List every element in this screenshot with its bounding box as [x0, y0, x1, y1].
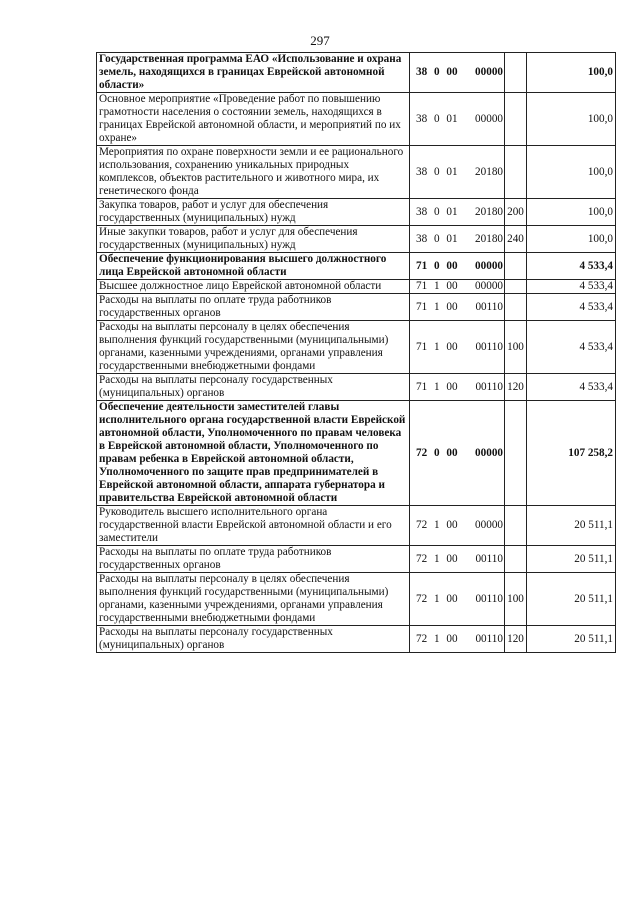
row-subcode: 00110 — [464, 321, 505, 374]
row-subcode: 00000 — [464, 506, 505, 546]
row-expense-type: 120 — [505, 374, 527, 401]
table-row — [97, 573, 616, 626]
row-name: Государственная программа ЕАО «Использование и охрана земель, находящихся в границах Еврейской автономной области» — [97, 53, 410, 93]
row-amount: 20 511,1 — [527, 506, 616, 546]
row-code: 38 0 00 — [410, 53, 464, 93]
row-code: 72 1 00 — [410, 626, 464, 653]
table-row — [97, 294, 616, 321]
row-subcode: 00110 — [464, 294, 505, 321]
table-body — [97, 53, 616, 653]
row-name: Иные закупки товаров, работ и услуг для обеспечения государственных (муниципальных) нужд — [97, 226, 410, 253]
row-code: 71 1 00 — [410, 321, 464, 374]
row-amount: 4 533,4 — [527, 294, 616, 321]
row-code: 71 1 00 — [410, 294, 464, 321]
row-code: 38 0 01 — [410, 146, 464, 199]
row-expense-type — [505, 93, 527, 146]
table-row — [97, 401, 616, 506]
row-code: 71 1 00 — [410, 280, 464, 294]
row-name: Расходы на выплаты по оплате труда работников государственных органов — [97, 294, 410, 321]
table-row — [97, 546, 616, 573]
row-subcode: 00110 — [464, 546, 505, 573]
row-amount: 4 533,4 — [527, 253, 616, 280]
row-name: Мероприятия по охране поверхности земли и ее рационального использования, сохранению уникальных природных комплексов, объектов растительного и животного мира, их генетического фонда — [97, 146, 410, 199]
row-amount: 4 533,4 — [527, 374, 616, 401]
row-code: 71 0 00 — [410, 253, 464, 280]
row-name: Обеспечение функционирования высшего должностного лица Еврейской автономной области — [97, 253, 410, 280]
table-row — [97, 146, 616, 199]
row-code: 72 0 00 — [410, 401, 464, 506]
row-code: 72 1 00 — [410, 506, 464, 546]
table-row — [97, 626, 616, 653]
table-row — [97, 374, 616, 401]
table-row — [97, 253, 616, 280]
row-subcode: 00110 — [464, 573, 505, 626]
row-name: Расходы на выплаты персоналу в целях обеспечения выполнения функций государственными (муниципальными) органами, казенными учреждениями, органами управления государственными внебюджетными фондами — [97, 573, 410, 626]
row-expense-type — [505, 546, 527, 573]
row-expense-type — [505, 280, 527, 294]
row-expense-type: 200 — [505, 199, 527, 226]
row-expense-type — [505, 253, 527, 280]
row-subcode: 00000 — [464, 253, 505, 280]
row-code: 38 0 01 — [410, 199, 464, 226]
row-name: Закупка товаров, работ и услуг для обеспечения государственных (муниципальных) нужд — [97, 199, 410, 226]
row-name: Расходы на выплаты по оплате труда работников государственных органов — [97, 546, 410, 573]
page-number: 297 — [310, 33, 330, 48]
row-expense-type — [505, 506, 527, 546]
row-amount: 20 511,1 — [527, 573, 616, 626]
row-subcode: 20180 — [464, 226, 505, 253]
row-name: Основное мероприятие «Проведение работ по повышению грамотности населения о состоянии земель, находящихся в границах Еврейской автономной области, и мероприятий по их охране» — [97, 93, 410, 146]
row-expense-type: 100 — [505, 573, 527, 626]
row-expense-type: 240 — [505, 226, 527, 253]
row-amount: 4 533,4 — [527, 321, 616, 374]
row-amount: 100,0 — [527, 53, 616, 93]
row-amount: 107 258,2 — [527, 401, 616, 506]
table-row — [97, 280, 616, 294]
row-subcode: 00110 — [464, 374, 505, 401]
row-subcode: 20180 — [464, 146, 505, 199]
row-name: Расходы на выплаты персоналу государственных (муниципальных) органов — [97, 626, 410, 653]
row-code: 38 0 01 — [410, 226, 464, 253]
row-amount: 100,0 — [527, 226, 616, 253]
row-subcode: 00110 — [464, 626, 505, 653]
row-amount: 100,0 — [527, 146, 616, 199]
table-row — [97, 321, 616, 374]
row-subcode: 20180 — [464, 199, 505, 226]
table-row — [97, 506, 616, 546]
table-row — [97, 226, 616, 253]
row-expense-type — [505, 294, 527, 321]
row-amount: 20 511,1 — [527, 626, 616, 653]
row-name: Высшее должностное лицо Еврейской автономной области — [97, 280, 410, 294]
row-expense-type: 100 — [505, 321, 527, 374]
row-subcode: 00000 — [464, 53, 505, 93]
row-subcode: 00000 — [464, 401, 505, 506]
row-name: Обеспечение деятельности заместителей главы исполнительного органа государственной власти Еврейской автономной области, Уполномоченного по правам человека в Еврейской автономной области, Уполномоченного по правам ребенка в Еврейской автономной области, Уполномоченного по защите прав предпринимателей в Еврейской автономной области, аппарата губернатора и правительства Еврейской автономной области — [97, 401, 410, 506]
row-expense-type — [505, 401, 527, 506]
row-code: 71 1 00 — [410, 374, 464, 401]
table-row — [97, 53, 616, 93]
row-subcode: 00000 — [464, 280, 505, 294]
row-code: 38 0 01 — [410, 93, 464, 146]
row-expense-type: 120 — [505, 626, 527, 653]
row-amount: 4 533,4 — [527, 280, 616, 294]
budget-table — [96, 52, 616, 653]
row-expense-type — [505, 146, 527, 199]
row-name: Расходы на выплаты персоналу в целях обеспечения выполнения функций государственными (муниципальными) органами, казенными учреждениями, органами управления государственными внебюджетными фондами — [97, 321, 410, 374]
row-code: 72 1 00 — [410, 573, 464, 626]
row-amount: 100,0 — [527, 199, 616, 226]
row-code: 72 1 00 — [410, 546, 464, 573]
table-row — [97, 199, 616, 226]
row-name: Расходы на выплаты персоналу государственных (муниципальных) органов — [97, 374, 410, 401]
row-name: Руководитель высшего исполнительного органа государственной власти Еврейской автономной области и его заместители — [97, 506, 410, 546]
row-amount: 20 511,1 — [527, 546, 616, 573]
row-subcode: 00000 — [464, 93, 505, 146]
row-amount: 100,0 — [527, 93, 616, 146]
table-row — [97, 93, 616, 146]
row-expense-type — [505, 53, 527, 93]
